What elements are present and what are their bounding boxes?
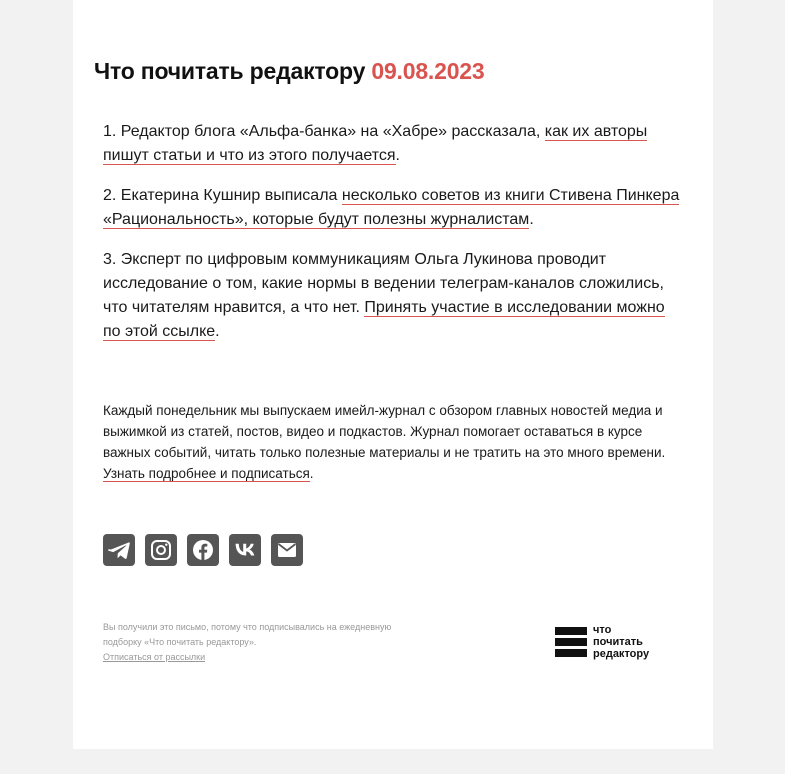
- facebook-icon[interactable]: [187, 534, 219, 566]
- news-list: [103, 120, 683, 360]
- logo-line: редактору: [593, 648, 650, 660]
- about-text: [103, 400, 688, 484]
- item-punct: .: [215, 323, 220, 340]
- item-punct: .: [529, 211, 534, 228]
- instagram-icon[interactable]: [145, 534, 177, 566]
- mail-icon[interactable]: [271, 534, 303, 566]
- item-text: 1. Редактор блога «Альфа-банка» на «Хабре» рассказала,: [103, 123, 545, 140]
- item-text: 3. Эксперт по цифровым коммуникациям Ольга Лукинова проводит исследование о том, какие нормы в ведении телеграм-каналов сложились, что читателям нравится, а что нет.: [103, 251, 664, 316]
- footer-disclaimer: [103, 620, 403, 665]
- newsletter-card: [73, 0, 713, 749]
- list-item: [103, 120, 683, 168]
- page-title: [94, 58, 485, 85]
- item-link[interactable]: несколько советов из книги Стивена Пинкера «Рациональность», которые будут полезны журналистам: [103, 187, 680, 228]
- logo-mark-icon: [555, 627, 587, 657]
- about-punct: .: [309, 466, 314, 481]
- logo-text: [593, 624, 649, 660]
- item-link[interactable]: Принять участие в исследовании можно по этой ссылке: [103, 299, 665, 340]
- logo-line: почитать: [593, 636, 643, 648]
- vk-icon[interactable]: [229, 534, 261, 566]
- list-item: [103, 184, 683, 232]
- list-item: [103, 248, 683, 344]
- unsubscribe-link[interactable]: Отписаться от рассылки: [103, 652, 206, 662]
- issue-date: 09.08.2023: [371, 58, 485, 84]
- title-text: Что почитать редактору: [94, 58, 366, 84]
- item-link[interactable]: как их авторы пишут статьи и что из этого получается: [103, 123, 648, 164]
- telegram-icon[interactable]: [103, 534, 135, 566]
- subscribe-link[interactable]: Узнать подробнее и подписаться: [103, 466, 310, 481]
- footer-note: Вы получили это письмо, потому что подписывались на ежедневную подборку «Что почитать редактору».: [103, 622, 392, 647]
- about-body: Каждый понедельник мы выпускаем имейл-журнал с обзором главных новостей медиа и выжимкой из статей, постов, видео и подкастов. Журнал помогает оставаться в курсе важных событий, читать только полезные материалы и не тратить на это много времени.: [103, 403, 666, 460]
- item-text: 2. Екатерина Кушнир выписала: [103, 187, 342, 204]
- social-links: [103, 534, 303, 566]
- item-punct: .: [395, 147, 400, 164]
- logo-line: что: [593, 624, 612, 636]
- logo[interactable]: [555, 624, 649, 660]
